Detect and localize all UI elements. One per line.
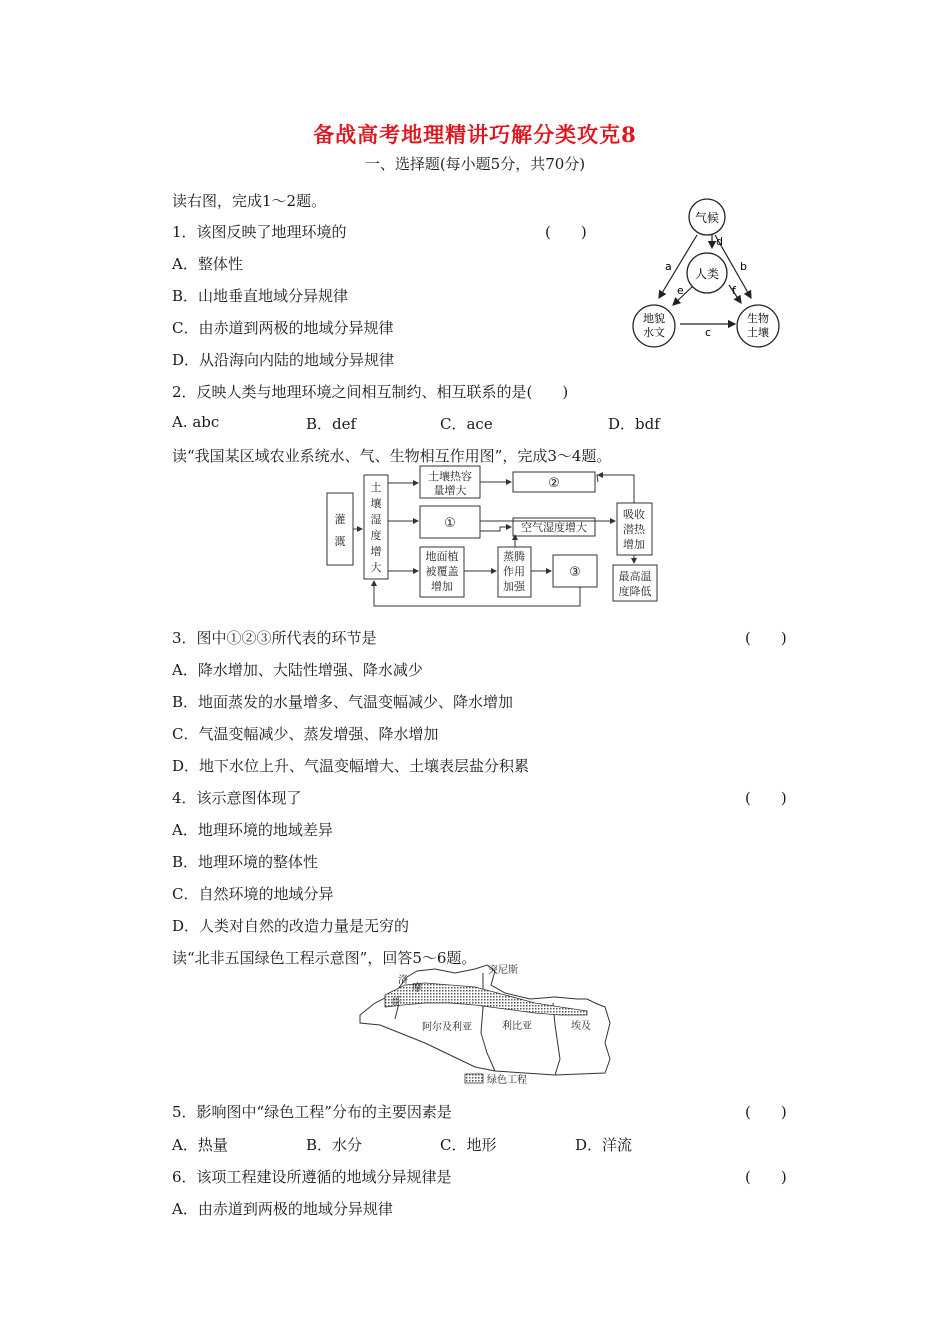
node-bio-label-2: 土壤 bbox=[747, 326, 769, 339]
section-heading: 一、选择题(每小题5分，共70分) bbox=[364, 155, 586, 173]
blank-3-label: ③ bbox=[569, 565, 581, 580]
edge-f-label: f bbox=[732, 284, 736, 297]
soil-humidity-char-5: 增 bbox=[370, 545, 382, 558]
soil-humidity-char-4: 度 bbox=[370, 529, 382, 542]
label-morocco-3: 哥 bbox=[391, 997, 401, 1008]
q3-option-b: B．地面蒸发的水量增多、气温变幅减少、降水增加 bbox=[172, 693, 514, 711]
q4-option-a: A．地理环境的地域差异 bbox=[172, 821, 333, 839]
soil-humidity-char-3: 湿 bbox=[370, 513, 382, 526]
agri-system-diagram bbox=[322, 463, 672, 608]
q3-paren: ( ) bbox=[745, 629, 787, 647]
soil-humidity-char-2: 壤 bbox=[370, 497, 382, 510]
q3-option-c: C．气温变幅减少、蒸发增强、降水增加 bbox=[172, 725, 439, 743]
label-morocco-1: 洛 bbox=[398, 975, 408, 986]
q5-paren: ( ) bbox=[745, 1103, 787, 1121]
soil-humidity-char-1: 土 bbox=[370, 481, 382, 494]
latent-heat-line-2: 潜热 bbox=[623, 523, 645, 536]
edge-c-label: c bbox=[705, 326, 712, 339]
blank-2-label: ② bbox=[548, 476, 560, 491]
q1-paren: ( ) bbox=[545, 223, 587, 241]
q5-option-d: D．洋流 bbox=[575, 1136, 633, 1154]
q4-option-c: C．自然环境的地域分异 bbox=[172, 885, 334, 903]
max-temp-line-2: 度降低 bbox=[618, 585, 652, 598]
legend-label: 绿色工程 bbox=[487, 1075, 527, 1086]
q2-option-c: C．ace bbox=[440, 415, 493, 433]
north-africa-map bbox=[355, 963, 615, 1093]
q3-option-a: A．降水增加、大陆性增强、降水减少 bbox=[172, 661, 423, 679]
latent-heat-line-3: 增加 bbox=[623, 538, 645, 551]
q12-intro: 读右图，完成1～2题。 bbox=[172, 192, 327, 210]
q2-stem: 2．反映人类与地理环境之间相互制约、相互联系的是( ) bbox=[172, 383, 569, 401]
q6-option-a: A．由赤道到两极的地域分异规律 bbox=[172, 1200, 393, 1218]
q1-option-b: B．山地垂直地域分异规律 bbox=[172, 287, 349, 305]
q1-option-c: C．由赤道到两极的地域分异规律 bbox=[172, 319, 394, 337]
soil-heat-line-1: 土壤热容 bbox=[428, 470, 472, 483]
node-bio-label-1: 生物 bbox=[747, 312, 769, 325]
node-landform-label-1: 地貌 bbox=[643, 312, 665, 325]
edge-a-label: a bbox=[665, 260, 672, 273]
irrigation-char-2: 溉 bbox=[334, 535, 346, 548]
evaporation-line-1: 蒸腾 bbox=[503, 550, 525, 563]
label-libya: 利比亚 bbox=[502, 1021, 532, 1032]
q2-option-b: B．def bbox=[306, 415, 357, 433]
environment-diagram bbox=[625, 190, 785, 350]
node-landform-label-2: 水文 bbox=[643, 326, 665, 339]
q56-intro: 读“北非五国绿色工程示意图”，回答5～6题。 bbox=[172, 949, 477, 967]
max-temp-line-1: 最高温 bbox=[618, 570, 652, 583]
edge-b-label: b bbox=[740, 260, 747, 273]
irrigation-char-1: 灌 bbox=[334, 513, 346, 526]
node-climate-label: 气候 bbox=[694, 211, 720, 225]
q5-stem: 5．影响图中“绿色工程”分布的主要因素是 bbox=[172, 1103, 452, 1121]
soil-heat-line-2: 量增大 bbox=[433, 484, 467, 497]
edge-e-label: e bbox=[677, 284, 684, 297]
q5-option-c: C．地形 bbox=[440, 1136, 497, 1154]
soil-humidity-char-6: 大 bbox=[370, 561, 382, 574]
q5-option-a: A．热量 bbox=[172, 1136, 228, 1154]
q5-option-b: B．水分 bbox=[306, 1136, 363, 1154]
label-tunisia: 突尼斯 bbox=[488, 965, 518, 976]
box-irrigation bbox=[327, 493, 353, 565]
blank-1-label: ① bbox=[444, 516, 456, 531]
air-humidity-label: 空气湿度增大 bbox=[521, 521, 587, 534]
q4-option-b: B．地理环境的整体性 bbox=[172, 853, 319, 871]
q1-option-a: A．整体性 bbox=[172, 255, 243, 273]
node-human-label: 人类 bbox=[694, 267, 720, 281]
legend-swatch bbox=[465, 1074, 483, 1083]
q1-option-d: D．从沿海向内陆的地域分异规律 bbox=[172, 351, 395, 369]
q4-paren: ( ) bbox=[745, 789, 787, 807]
q6-paren: ( ) bbox=[745, 1168, 787, 1186]
vegetation-line-2: 被覆盖 bbox=[425, 565, 459, 578]
q3-stem: 3．图中①②③所代表的环节是 bbox=[172, 629, 377, 647]
label-morocco-2: 摩 bbox=[412, 983, 422, 994]
label-algeria: 阿尔及利亚 bbox=[422, 1022, 472, 1033]
q6-stem: 6．该项工程建设所遵循的地域分异规律是 bbox=[172, 1168, 452, 1186]
q1-stem: 1．该图反映了地理环境的 bbox=[172, 223, 347, 241]
evaporation-line-2: 作用 bbox=[503, 565, 525, 578]
latent-heat-line-1: 吸收 bbox=[623, 508, 645, 521]
q4-stem: 4．该示意图体现了 bbox=[172, 789, 302, 807]
evaporation-line-3: 加强 bbox=[503, 580, 525, 593]
q4-option-d: D．人类对自然的改造力量是无穷的 bbox=[172, 917, 410, 935]
q2-option-a: A. abc bbox=[172, 413, 220, 431]
q2-option-d: D．bdf bbox=[608, 415, 660, 433]
document-title: 备战高考地理精讲巧解分类攻克8 bbox=[313, 122, 637, 147]
label-egypt: 埃及 bbox=[571, 1021, 591, 1032]
vegetation-line-3: 增加 bbox=[431, 580, 453, 593]
edge-d-label: d bbox=[716, 235, 723, 248]
q34-intro: 读“我国某区域农业系统水、气、生物相互作用图”，完成3～4题。 bbox=[172, 447, 612, 465]
vegetation-line-1: 地面植 bbox=[425, 550, 459, 563]
q3-option-d: D．地下水位上升、气温变幅增大、土壤表层盐分积累 bbox=[172, 757, 530, 775]
